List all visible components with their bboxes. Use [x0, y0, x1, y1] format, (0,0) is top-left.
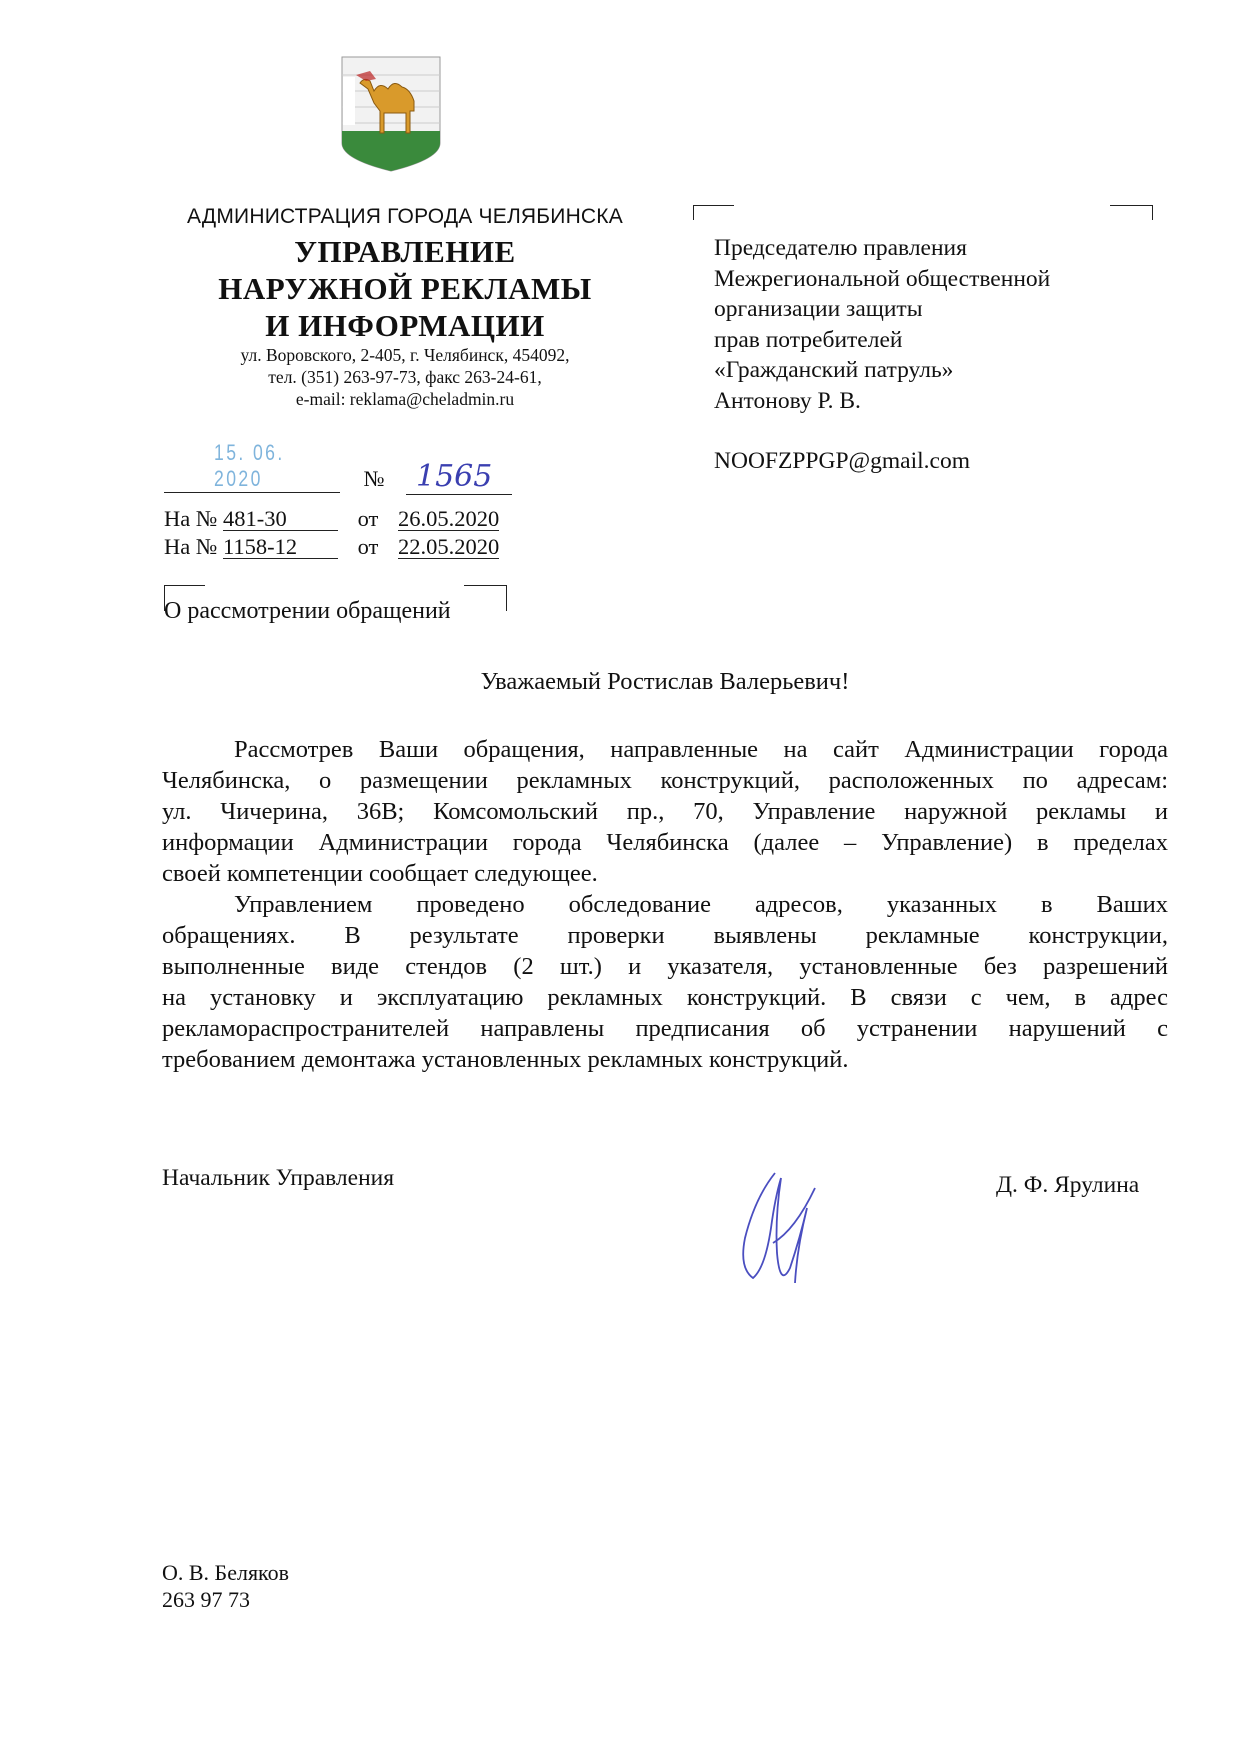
department-name-line: И ИНФОРМАЦИИ — [265, 308, 545, 343]
recipient-line: организации защиты — [714, 296, 923, 322]
recipient-line: прав потребителей — [714, 326, 903, 353]
recipient-line: Межрегиональной общественной — [714, 265, 1051, 292]
subject: О рассмотрении обращений — [164, 598, 451, 624]
corner-mark — [693, 205, 734, 220]
address-line: e-mail: reklama@cheladmin.ru — [295, 389, 515, 409]
letter-body — [162, 734, 1168, 1075]
reference-number: 481-30 — [223, 508, 338, 531]
text-line: выполненные виде стендов (2 шт.) и указателя, установленные без разрешений — [162, 953, 1168, 980]
reference-number: 1158-12 — [223, 536, 338, 559]
reference-from: от — [357, 506, 379, 531]
corner-mark — [464, 585, 507, 611]
date-field — [164, 440, 340, 493]
registration-line — [164, 440, 512, 495]
text-line: своей компетенции сообщает следующее. — [162, 860, 598, 887]
text-line: обращениях. В результате проверки выявлены рекламные конструкции, — [162, 922, 1168, 949]
address-line: ул. Воровского, 2-405, г. Челябинск, 454092, — [240, 345, 570, 365]
department-name-line: НАРУЖНОЙ РЕКЛАМЫ — [218, 271, 592, 306]
camel-icon — [340, 55, 442, 173]
text-line: на установку и эксплуатацию рекламных конструкций. В связи с чем, в адрес — [162, 984, 1168, 1011]
text-line: ул. Чичерина, 36В; Комсомольский пр., 70, Управление наружной рекламы и — [162, 798, 1168, 825]
reference-date: 26.05.2020 — [398, 506, 500, 531]
letterhead — [160, 205, 650, 410]
recipient-line: «Гражданский патруль» — [714, 357, 954, 383]
recipient-email: NOOFZPPGP@gmail.com — [714, 448, 971, 474]
coat-of-arms-emblem — [340, 55, 442, 173]
executor-phone: 263 97 73 — [162, 1587, 250, 1612]
paragraph — [162, 734, 1168, 889]
text-line: Челябинска, о размещении рекламных конструкций, расположенных по адресам: — [162, 767, 1168, 794]
reference-from: от — [357, 534, 379, 559]
paragraph — [162, 889, 1168, 1075]
number-sign: № — [363, 466, 385, 491]
reference-row — [164, 505, 499, 533]
reference-date: 22.05.2020 — [398, 534, 500, 559]
handwritten-signature — [735, 1168, 825, 1298]
registration-number: 1565 — [416, 459, 493, 494]
registration-date-stamp: 15. 06. 2020 — [214, 440, 285, 491]
recipient-line: Председателю правления — [714, 235, 967, 261]
reference-prefix: На № — [164, 534, 218, 559]
recipient-block — [714, 233, 1050, 477]
corner-mark — [1110, 205, 1153, 220]
salutation: Уважаемый Ростислав Валерьевич! — [480, 668, 850, 695]
signature-icon — [735, 1168, 825, 1293]
text-line: требованием демонтажа установленных рекламных конструкций. — [162, 1046, 849, 1073]
number-field — [406, 459, 512, 495]
department-name-line: УПРАВЛЕНИЕ — [294, 234, 516, 269]
address-line: тел. (351) 263-97-73, факс 263-24-61, — [268, 367, 542, 387]
text-line: информации Администрации города Челябинска (далее – Управление) в пределах — [162, 829, 1168, 856]
executor-name: О. В. Беляков — [162, 1560, 290, 1585]
text-line: Рассмотрев Ваши обращения, направленные на сайт Администрации города — [234, 736, 1168, 763]
text-line: рекламораспространителей направлены предписания об устранении нарушений с — [162, 1015, 1168, 1042]
signatory-name: Д. Ф. Ярулина — [996, 1172, 1140, 1198]
reference-row — [164, 533, 499, 561]
reference-prefix: На № — [164, 506, 218, 531]
recipient-line: Антонову Р. В. — [714, 387, 861, 414]
administration-name: АДМИНИСТРАЦИЯ ГОРОДА ЧЕЛЯБИНСКА — [187, 205, 623, 228]
text-line: Управлением проведено обследование адресов, указанных в Ваших — [234, 891, 1168, 918]
signatory-position: Начальник Управления — [162, 1165, 395, 1191]
